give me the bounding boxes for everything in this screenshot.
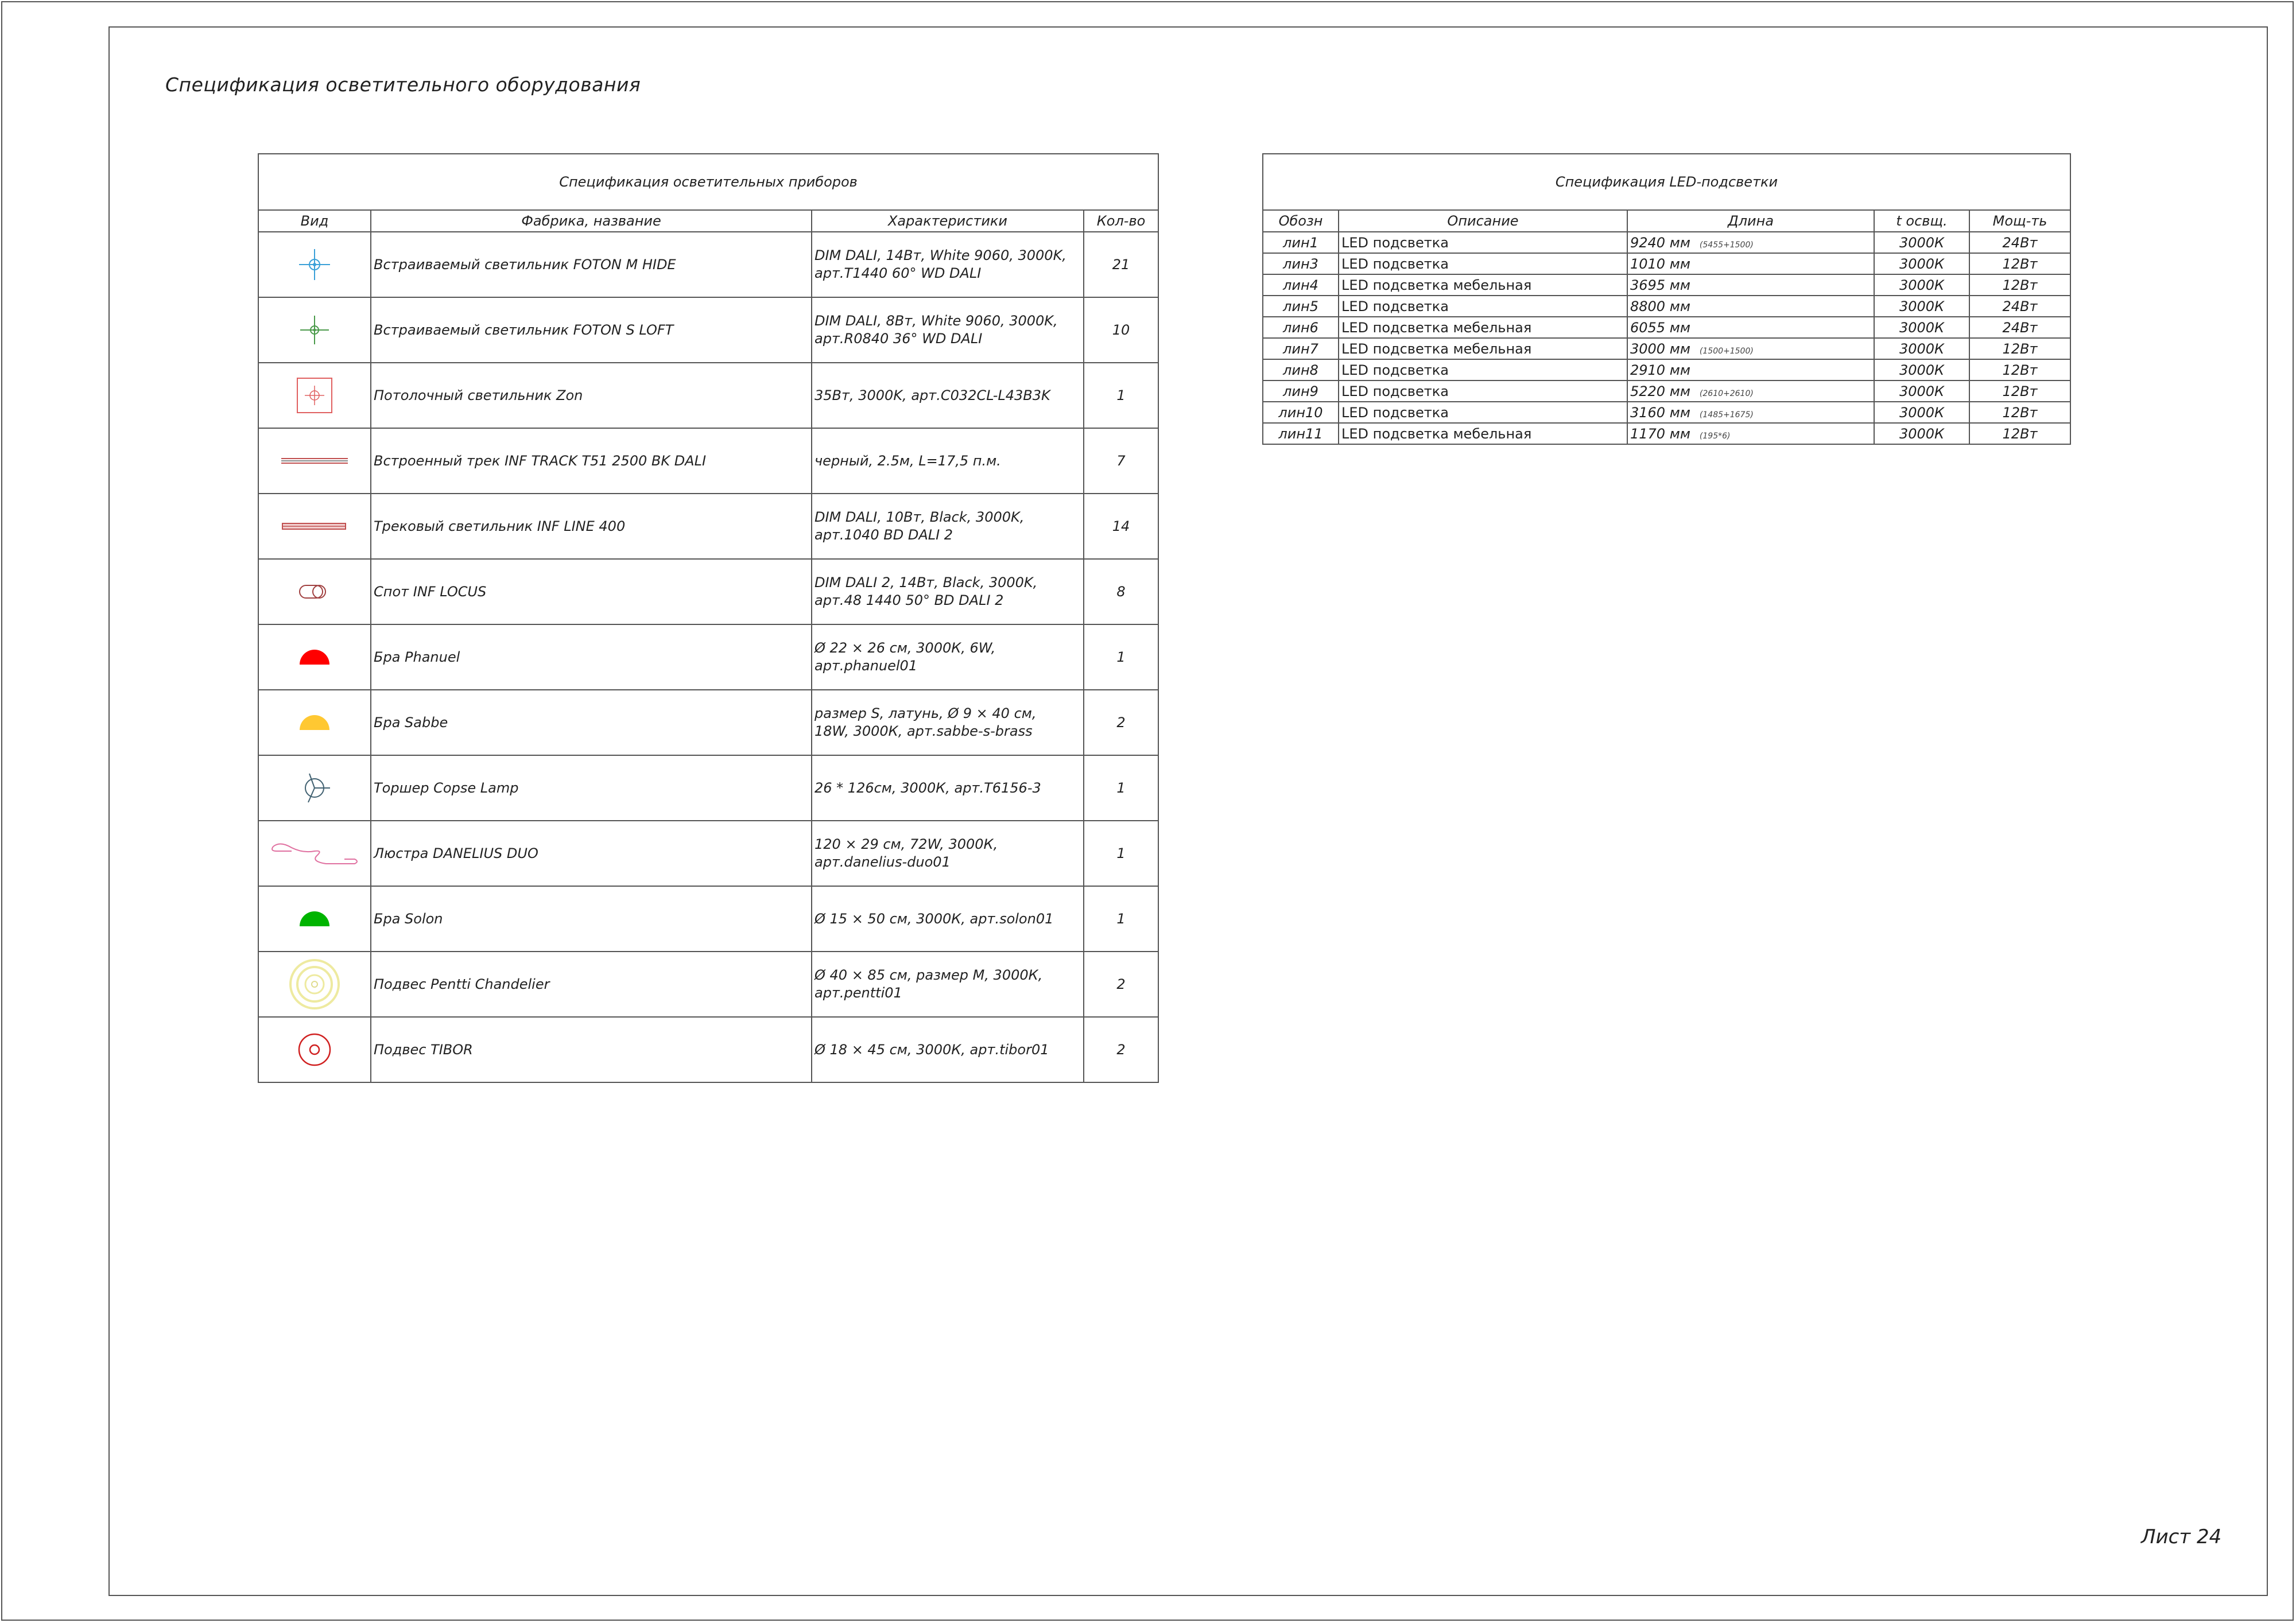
fixture-name: Встроенный трек INF TRACK T51 2500 BK DALI <box>371 428 812 494</box>
led-temperature: 3000К <box>1874 359 1969 380</box>
led-length-value: 1010 мм <box>1630 255 1690 272</box>
led-length-value: 5220 мм <box>1630 383 1690 399</box>
header-specs: Характеристики <box>812 210 1084 232</box>
led-description: LED подсветка <box>1339 253 1627 274</box>
header-code: Обозн <box>1263 210 1339 232</box>
led-description: LED подсветка <box>1339 296 1627 317</box>
led-code: лин4 <box>1263 274 1339 296</box>
fixture-qty: 2 <box>1084 952 1158 1017</box>
led-length <box>1627 317 1874 338</box>
led-power: 12Вт <box>1969 359 2070 380</box>
led-length <box>1627 402 1874 423</box>
led-power: 24Вт <box>1969 317 2070 338</box>
led-power: 12Вт <box>1969 253 2070 274</box>
fixture-name: Встраиваемый светильник FOTON M HIDE <box>371 232 812 297</box>
led-length <box>1627 296 1874 317</box>
fixture-qty: 2 <box>1084 690 1158 755</box>
led-length-note: (1500+1500) <box>1699 346 1754 356</box>
page-title: Спецификация осветительного оборудования <box>165 73 641 96</box>
header-name: Фабрика, название <box>371 210 812 232</box>
fixture-qty: 1 <box>1084 363 1158 428</box>
table-row <box>1263 423 2070 444</box>
fixture-name: Люстра DANELIUS DUO <box>371 821 812 886</box>
led-temperature: 3000К <box>1874 380 1969 402</box>
table-row <box>258 690 1158 755</box>
led-description: LED подсветка мебельная <box>1339 423 1627 444</box>
led-temperature: 3000К <box>1874 402 1969 423</box>
led-length-value: 8800 мм <box>1630 298 1690 314</box>
table-row <box>258 428 1158 494</box>
led-code: лин11 <box>1263 423 1339 444</box>
table-row <box>258 232 1158 297</box>
fixture-qty: 10 <box>1084 297 1158 363</box>
led-length <box>1627 274 1874 296</box>
fixture-qty: 14 <box>1084 494 1158 559</box>
header-description: Описание <box>1339 210 1627 232</box>
ceiling-square-icon <box>294 375 335 416</box>
led-length <box>1627 338 1874 359</box>
led-length-value: 3000 мм <box>1630 340 1690 357</box>
fixture-spec: 120 × 29 см, 72W, 3000К, арт.danelius-duo01 <box>812 821 1084 886</box>
fixture-name: Потолочный светильник Zon <box>371 363 812 428</box>
fixture-name: Подвес TIBOR <box>371 1017 812 1082</box>
table-row <box>1263 253 2070 274</box>
header-length: Длина <box>1627 210 1874 232</box>
table-row <box>258 821 1158 886</box>
table-row <box>1263 317 2070 338</box>
table-row <box>258 952 1158 1017</box>
led-length-note: (5455+1500) <box>1699 240 1754 250</box>
led-temperature: 3000К <box>1874 338 1969 359</box>
led-description: LED подсветка мебельная <box>1339 338 1627 359</box>
table-row <box>258 363 1158 428</box>
fixture-spec: DIM DALI, 14Вт, White 9060, 3000K, арт.T1440 60° WD DALI <box>812 232 1084 297</box>
table-row <box>1263 402 2070 423</box>
led-power: 12Вт <box>1969 338 2070 359</box>
led-code: лин5 <box>1263 296 1339 317</box>
chandelier-loop-icon <box>269 836 360 871</box>
recessed-cross-green-icon <box>294 310 335 350</box>
led-temperature: 3000К <box>1874 232 1969 253</box>
table-row <box>1263 296 2070 317</box>
led-code: лин10 <box>1263 402 1339 423</box>
fixture-spec: DIM DALI 2, 14Вт, Black, 3000K, арт.48 1440 50° BD DALI 2 <box>812 559 1084 624</box>
table-row <box>258 559 1158 624</box>
header-view: Вид <box>258 210 371 232</box>
fixture-spec: черный, 2.5м, L=17,5 п.м. <box>812 428 1084 494</box>
fixture-spec: размер S, латунь, Ø 9 × 40 см, 18W, 3000К, арт.sabbe-s-brass <box>812 690 1084 755</box>
fixture-spec: Ø 15 × 50 см, 3000К, арт.solon01 <box>812 886 1084 952</box>
fixture-name: Бра Solon <box>371 886 812 952</box>
led-temperature: 3000К <box>1874 296 1969 317</box>
led-length-value: 9240 мм <box>1630 234 1690 251</box>
fixture-qty: 1 <box>1084 886 1158 952</box>
fixture-name: Встраиваемый светильник FOTON S LOFT <box>371 297 812 363</box>
led-power: 12Вт <box>1969 423 2070 444</box>
table-row <box>1263 380 2070 402</box>
fixture-spec: Ø 22 × 26 см, 3000К, 6W, арт.phanuel01 <box>812 624 1084 690</box>
fixture-name: Бра Phanuel <box>371 624 812 690</box>
led-length-note: (1485+1675) <box>1699 410 1754 420</box>
led-description: LED подсветка <box>1339 359 1627 380</box>
led-description: LED подсветка мебельная <box>1339 274 1627 296</box>
led-description: LED подсветка <box>1339 402 1627 423</box>
table-row <box>258 624 1158 690</box>
fixture-qty: 8 <box>1084 559 1158 624</box>
table-row <box>1263 232 2070 253</box>
fixture-name: Спот INF LOCUS <box>371 559 812 624</box>
track-light-bar-icon <box>280 518 349 535</box>
led-length <box>1627 423 1874 444</box>
led-length-value: 2910 мм <box>1630 362 1690 378</box>
header-power: Мощ-ть <box>1969 210 2070 232</box>
table-row <box>1263 338 2070 359</box>
led-code: лин3 <box>1263 253 1339 274</box>
led-power: 12Вт <box>1969 274 2070 296</box>
header-qty: Кол-во <box>1084 210 1158 232</box>
led-length <box>1627 359 1874 380</box>
led-length-note: (195*6) <box>1699 431 1731 441</box>
wall-lamp-red-icon <box>297 647 332 667</box>
led-description: LED подсветка мебельная <box>1339 317 1627 338</box>
sheet-number: Лист 24 <box>2141 1525 2222 1548</box>
led-description: LED подсветка <box>1339 380 1627 402</box>
led-length-value: 3695 мм <box>1630 277 1690 293</box>
fixtures-table <box>258 153 1159 1083</box>
led-caption: Спецификация LED-подсветки <box>1263 154 2070 210</box>
fixture-name: Трековый светильник INF LINE 400 <box>371 494 812 559</box>
fixture-qty: 7 <box>1084 428 1158 494</box>
fixture-spec: Ø 18 × 45 см, 3000К, арт.tibor01 <box>812 1017 1084 1082</box>
led-code: лин7 <box>1263 338 1339 359</box>
led-length-value: 1170 мм <box>1630 425 1690 442</box>
led-code: лин6 <box>1263 317 1339 338</box>
led-length <box>1627 253 1874 274</box>
led-temperature: 3000К <box>1874 274 1969 296</box>
wall-lamp-green-icon <box>297 909 332 929</box>
fixture-qty: 1 <box>1084 755 1158 821</box>
led-length <box>1627 232 1874 253</box>
fixture-spec: DIM DALI, 8Вт, White 9060, 3000K, арт.R0840 36° WD DALI <box>812 297 1084 363</box>
pendant-rings-icon <box>287 957 342 1012</box>
fixture-name: Подвес Pentti Chandelier <box>371 952 812 1017</box>
fixture-spec: DIM DALI, 10Вт, Black, 3000K, арт.1040 BD DALI 2 <box>812 494 1084 559</box>
table-row <box>1263 274 2070 296</box>
led-length-value: 6055 мм <box>1630 319 1690 336</box>
led-length-note: (2610+2610) <box>1699 389 1754 398</box>
led-length <box>1627 380 1874 402</box>
table-row <box>1263 359 2070 380</box>
led-power: 24Вт <box>1969 296 2070 317</box>
pendant-circle-red-icon <box>294 1030 335 1070</box>
fixture-qty: 1 <box>1084 624 1158 690</box>
fixture-qty: 21 <box>1084 232 1158 297</box>
fixture-spec: 26 * 126см, 3000К, арт.T6156-3 <box>812 755 1084 821</box>
led-temperature: 3000К <box>1874 423 1969 444</box>
led-temperature: 3000К <box>1874 253 1969 274</box>
floor-lamp-icon <box>294 768 335 808</box>
spot-capsule-icon <box>297 582 332 601</box>
led-power: 12Вт <box>1969 380 2070 402</box>
wall-lamp-yellow-icon <box>297 713 332 732</box>
led-code: лин9 <box>1263 380 1339 402</box>
table-row <box>258 755 1158 821</box>
fixtures-caption: Спецификация осветительных приборов <box>258 154 1158 210</box>
led-description: LED подсветка <box>1339 232 1627 253</box>
led-length-value: 3160 мм <box>1630 404 1690 421</box>
led-table <box>1262 153 2071 445</box>
fixture-qty: 2 <box>1084 1017 1158 1082</box>
led-temperature: 3000К <box>1874 317 1969 338</box>
table-row <box>258 1017 1158 1082</box>
header-temperature: t освщ. <box>1874 210 1969 232</box>
led-power: 12Вт <box>1969 402 2070 423</box>
fixture-name: Бра Sabbe <box>371 690 812 755</box>
track-double-line-icon <box>280 452 349 469</box>
led-code: лин8 <box>1263 359 1339 380</box>
recessed-cross-blue-icon <box>294 244 335 285</box>
fixture-spec: Ø 40 × 85 см, размер M, 3000К, арт.pentti01 <box>812 952 1084 1017</box>
led-code: лин1 <box>1263 232 1339 253</box>
led-power: 24Вт <box>1969 232 2070 253</box>
fixture-qty: 1 <box>1084 821 1158 886</box>
table-row <box>258 886 1158 952</box>
table-row <box>258 494 1158 559</box>
fixture-spec: 35Вт, 3000K, арт.C032CL-L43B3K <box>812 363 1084 428</box>
table-row <box>258 297 1158 363</box>
fixture-name: Торшер Copse Lamp <box>371 755 812 821</box>
